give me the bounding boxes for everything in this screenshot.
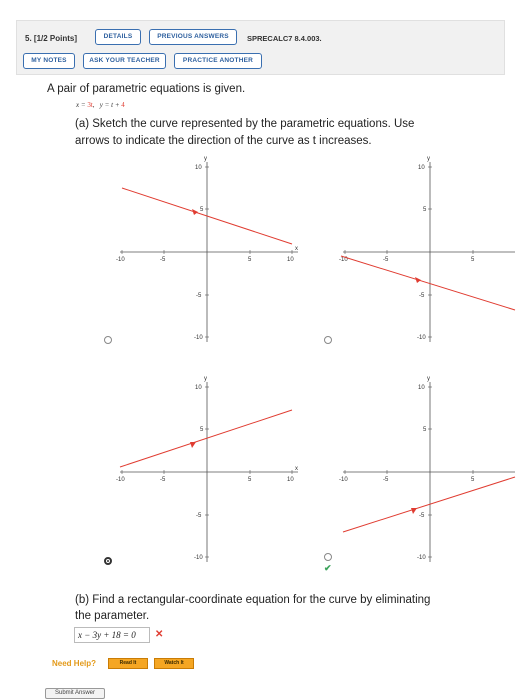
svg-text:10: 10: [418, 165, 425, 171]
part-b-answer-input[interactable]: x − 3y + 18 = 0: [74, 627, 150, 643]
practice-another-button[interactable]: PRACTICE ANOTHER: [174, 53, 262, 69]
svg-text:y: y: [204, 156, 207, 162]
svg-text:5: 5: [471, 257, 475, 263]
svg-text:10: 10: [287, 257, 294, 263]
part-a-text-line2: arrows to indicate the direction of the curve as t increases.: [75, 135, 372, 147]
svg-text:-5: -5: [419, 293, 425, 299]
svg-text:-10: -10: [417, 335, 426, 341]
svg-text:x: x: [295, 246, 298, 252]
svg-text:y: y: [427, 376, 430, 382]
svg-text:5: 5: [471, 477, 475, 483]
svg-text:5: 5: [248, 477, 252, 483]
option-4-radio[interactable]: [324, 553, 332, 561]
graph-option-4: [335, 372, 525, 561]
svg-text:-5: -5: [160, 477, 166, 483]
svg-text:-10: -10: [116, 477, 125, 483]
question-number: 5. [1/2 Points]: [25, 34, 78, 43]
option-1-radio[interactable]: [104, 336, 112, 344]
svg-text:5: 5: [248, 257, 252, 263]
svg-text:5: 5: [200, 207, 204, 213]
svg-text:10: 10: [195, 385, 202, 391]
correct-check-icon: ✔: [324, 563, 332, 573]
svg-text:-5: -5: [383, 477, 389, 483]
question-header: [16, 20, 505, 75]
part-a-text-line1: (a) Sketch the curve represented by the parametric equations. Use: [75, 118, 415, 130]
svg-text:y: y: [204, 376, 207, 382]
svg-text:10: 10: [287, 477, 294, 483]
part-b-text-line2: the parameter.: [75, 610, 150, 622]
part-b-text-line1: (b) Find a rectangular-coordinate equation for the curve by eliminating: [75, 594, 431, 606]
svg-text:5: 5: [423, 207, 427, 213]
svg-text:x: x: [295, 466, 298, 472]
question-intro: A pair of parametric equations is given.: [47, 83, 246, 95]
graph-option-2: [335, 152, 525, 341]
incorrect-x-icon: ✕: [155, 629, 164, 640]
need-help-label: Need Help?: [52, 659, 97, 668]
previous-answers-button[interactable]: PREVIOUS ANSWERS: [149, 29, 237, 45]
svg-text:-10: -10: [339, 257, 348, 263]
svg-text:-10: -10: [194, 555, 203, 561]
svg-text:y: y: [427, 156, 430, 162]
parametric-equations: x = 3t, y = t + 4: [76, 101, 125, 109]
option-3-radio[interactable]: [104, 557, 112, 565]
svg-text:-10: -10: [116, 257, 125, 263]
svg-text:5: 5: [423, 427, 427, 433]
graph-option-3: [112, 372, 302, 561]
svg-text:-5: -5: [383, 257, 389, 263]
problem-code: SPRECALC7 8.4.003.: [247, 34, 322, 43]
details-button[interactable]: DETAILS: [95, 29, 141, 45]
ask-your-teacher-button[interactable]: ASK YOUR TEACHER: [83, 53, 166, 69]
svg-text:10: 10: [418, 385, 425, 391]
svg-text:-5: -5: [196, 513, 202, 519]
svg-text:-5: -5: [160, 257, 166, 263]
svg-text:-5: -5: [196, 293, 202, 299]
svg-text:-5: -5: [419, 513, 425, 519]
read-it-button[interactable]: Read It: [108, 658, 148, 669]
graph-option-1: [112, 152, 302, 341]
option-2-radio[interactable]: [324, 336, 332, 344]
svg-text:-10: -10: [417, 555, 426, 561]
svg-text:5: 5: [200, 427, 204, 433]
svg-text:-10: -10: [194, 335, 203, 341]
svg-text:-10: -10: [339, 477, 348, 483]
svg-text:10: 10: [195, 165, 202, 171]
my-notes-button[interactable]: MY NOTES: [23, 53, 75, 69]
submit-answer-button[interactable]: Submit Answer: [45, 688, 105, 699]
watch-it-button[interactable]: Watch It: [154, 658, 194, 669]
